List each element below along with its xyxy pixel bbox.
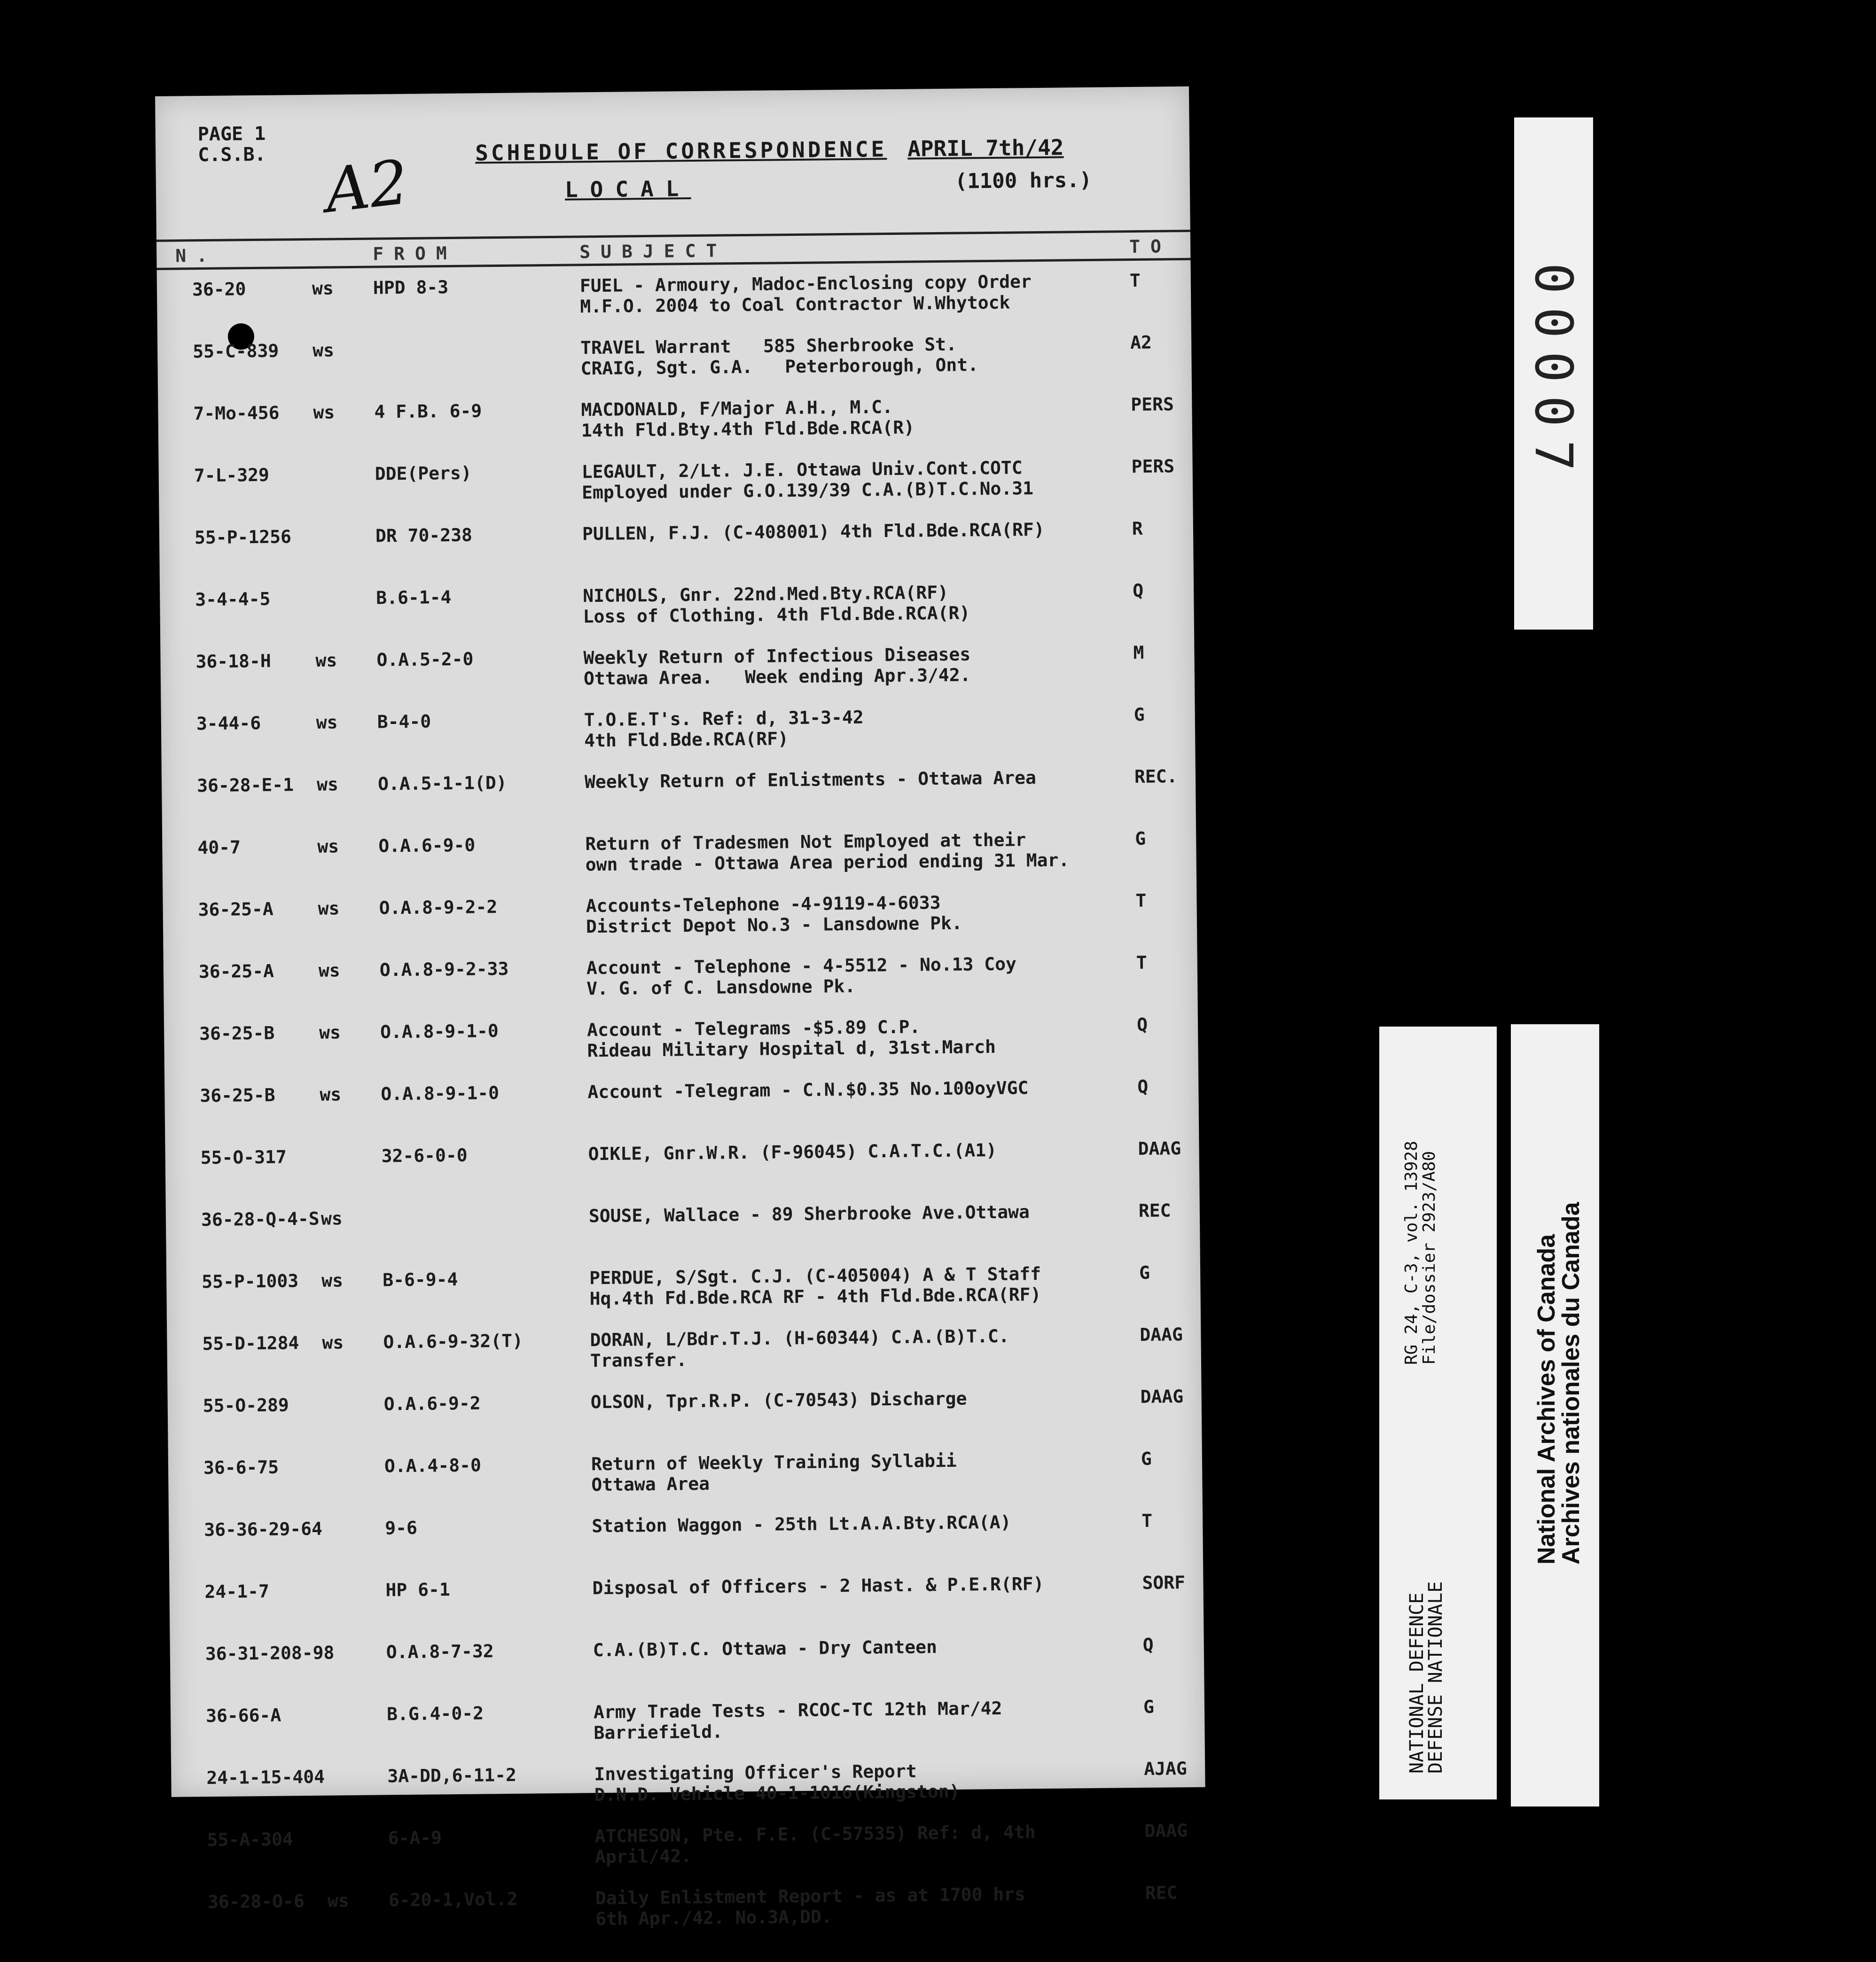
row-file-number: 36-18-H — [195, 650, 271, 672]
row-to: T — [1141, 1510, 1153, 1531]
row-to: REC. — [1134, 766, 1178, 787]
table-row — [159, 456, 1193, 528]
row-file-number: 7-L-329 — [194, 464, 270, 486]
row-file-number: 36-28-Q-4-S — [201, 1208, 320, 1230]
row-from: O.A.6-9-0 — [378, 834, 476, 856]
row-subject: Return of Tradesmen Not Employed at their own trade - Ottawa Area period ending 31 Mar. — [585, 829, 1070, 875]
row-file-number: 36-6-75 — [203, 1456, 279, 1479]
row-from: B.G.4-0-2 — [386, 1703, 484, 1725]
row-ws-mark: ws — [322, 1332, 344, 1353]
row-from: 3A-DD,6-11-2 — [387, 1764, 517, 1787]
table-row — [172, 1882, 1207, 1954]
document-title: SCHEDULE OF CORRESPONDENCE — [475, 136, 887, 166]
row-to: T — [1129, 270, 1141, 291]
row-ws-mark: ws — [319, 1022, 341, 1043]
archive-reference: RG 24, C-3, vol. 13928 File/dossier 2923/A80 — [1402, 1141, 1439, 1365]
row-subject: Account -Telegram - C.N.$0.35 No.100oyVGC — [587, 1077, 1029, 1103]
row-subject: Investigating Officer's Report D.N.D. Vehicle 40-1-1016(Kingston) — [594, 1760, 960, 1806]
row-from: O.A.6-9-2 — [383, 1393, 481, 1415]
row-from: B-6-9-4 — [382, 1269, 458, 1291]
page-label: PAGE 1 C.S.B. — [197, 123, 266, 166]
handwritten-code: A2 — [321, 146, 412, 227]
table-row — [160, 580, 1194, 652]
row-to: M — [1133, 642, 1144, 663]
row-to: T — [1136, 952, 1147, 973]
row-file-number: 36-25-A — [198, 960, 274, 982]
row-file-number: 55-O-289 — [203, 1394, 289, 1417]
row-to: PERS — [1131, 394, 1174, 415]
row-to: Q — [1137, 1076, 1149, 1098]
row-subject: Weekly Return of Enlistments - Ottawa Area — [584, 767, 1037, 793]
row-subject: Account - Telephone - 4-5512 - No.13 Coy V. G. of C. Lansdowne Pk. — [586, 953, 1017, 999]
row-to: T — [1135, 890, 1147, 911]
row-ws-mark: ws — [321, 1270, 344, 1291]
row-ws-mark: ws — [318, 898, 340, 919]
row-subject: LEGAULT, 2/Lt. J.E. Ottawa Univ.Cont.COTC Employed under G.O.139/39 C.A.(B)T.C.No.31 — [581, 457, 1034, 503]
row-subject: FUEL - Armoury, Madoc-Enclosing copy Order M.F.O. 2004 to Coal Contractor W.Whytock — [579, 271, 1032, 317]
row-to: REC — [1138, 1200, 1171, 1222]
row-from: O.A.5-1-1(D) — [377, 772, 507, 794]
row-to: Q — [1132, 580, 1144, 601]
table-row — [160, 642, 1195, 714]
row-ws-mark: ws — [313, 402, 335, 423]
row-to: SORF — [1142, 1572, 1186, 1593]
row-from: 32-6-0-0 — [381, 1144, 468, 1167]
archive-reference-label — [1379, 1027, 1497, 1799]
row-subject: NICHOLS, Gnr. 22nd.Med.Bty.RCA(RF) Loss of Clothing. 4th Fld.Bde.RCA(R) — [583, 582, 970, 627]
institution-name: National Archives of Canada Archives nationales du Canada — [1533, 1202, 1585, 1565]
row-to: DAAG — [1140, 1324, 1183, 1346]
row-from: O.A.5-2-0 — [376, 648, 474, 670]
frame-number: 00007 — [1524, 263, 1584, 484]
row-ws-mark: ws — [312, 278, 334, 299]
row-to: DAAG — [1140, 1386, 1184, 1408]
row-ws-mark: ws — [312, 340, 335, 361]
table-row — [162, 766, 1196, 838]
row-file-number: 40-7 — [197, 837, 241, 858]
row-file-number: 36-36-29-64 — [204, 1518, 323, 1541]
row-file-number: 55-P-1256 — [194, 526, 292, 548]
row-to: REC — [1145, 1882, 1178, 1903]
row-ws-mark: ws — [315, 650, 337, 671]
row-file-number: 7-Mo-456 — [193, 402, 280, 424]
column-header-to: TO — [1129, 236, 1172, 257]
row-ws-mark: ws — [320, 1084, 342, 1105]
row-ws-mark: ws — [318, 960, 340, 981]
row-from: 6-20-1,Vol.2 — [388, 1888, 518, 1911]
table-row — [161, 704, 1196, 776]
row-subject: ATCHESON, Pte. F.E. (C-57535) Ref: d, 4th April/42. — [594, 1822, 1036, 1868]
row-from: HPD 8-3 — [373, 277, 449, 298]
row-file-number: 36-20 — [192, 279, 246, 300]
column-header-from: FROM — [373, 242, 457, 265]
row-ws-mark: ws — [316, 712, 338, 733]
table-row — [157, 270, 1191, 342]
table-row — [168, 1448, 1203, 1520]
table-row — [159, 518, 1194, 590]
row-ws-mark: ws — [320, 1208, 343, 1229]
department-name: NATIONAL DEFENCE DEFENSE NATIONALE — [1406, 1581, 1446, 1774]
row-file-number: 55-P-1003 — [202, 1270, 299, 1292]
row-subject: OIKLE, Gnr.W.R. (F-96045) C.A.T.C.(A1) — [588, 1139, 997, 1165]
table-row — [157, 332, 1192, 404]
row-to: DAAG — [1138, 1138, 1181, 1160]
row-subject: TRAVEL Warrant 585 Sherbrooke St. CRAIG, Sgt. G.A. Peterborough, Ont. — [580, 334, 979, 379]
row-file-number: 55-O-317 — [200, 1146, 287, 1168]
table-row — [164, 1076, 1199, 1148]
table-row — [169, 1572, 1204, 1644]
row-to: PERS — [1131, 456, 1175, 477]
row-from: O.A.8-9-1-0 — [380, 1020, 499, 1043]
correspondence-table — [157, 270, 1207, 1954]
header-rule-top — [156, 230, 1190, 242]
row-subject: MACDONALD, F/Major A.H., M.C. 14th Fld.Bty.4th Fld.Bde.RCA(R) — [581, 396, 915, 441]
table-row — [164, 1014, 1198, 1086]
table-row — [163, 890, 1197, 962]
row-to: G — [1143, 1696, 1155, 1717]
row-from: O.A.8-9-2-2 — [379, 896, 498, 919]
row-to: G — [1133, 704, 1145, 725]
row-subject: Army Trade Tests - RCOC-TC 12th Mar/42 Barriefield. — [593, 1697, 1002, 1744]
row-file-number: 36-25-B — [200, 1084, 275, 1106]
row-from: O.A.8-7-32 — [386, 1641, 494, 1663]
row-subject: PERDUE, S/Sgt. C.J. (C-405004) A & T Staff Hq.4th Fd.Bde.RCA RF - 4th Fld.Bde.RCA(RF) — [589, 1263, 1041, 1309]
table-row — [171, 1696, 1205, 1768]
row-to: A2 — [1130, 332, 1152, 353]
row-ws-mark: ws — [327, 1890, 349, 1911]
row-file-number: 24-1-7 — [204, 1580, 270, 1603]
row-file-number: 36-28-E-1 — [196, 774, 294, 796]
row-to: G — [1135, 828, 1146, 849]
row-file-number: 3-44-6 — [196, 712, 261, 734]
row-file-number: 24-1-15-404 — [206, 1766, 325, 1789]
row-to: Q — [1142, 1634, 1154, 1655]
row-from: O.A.8-9-1-0 — [381, 1082, 500, 1105]
row-from: DR 70-238 — [375, 524, 473, 546]
table-row — [166, 1200, 1200, 1272]
row-subject: Account - Telegrams -$5.89 C.P. Rideau Military Hospital d, 31st.March — [586, 1016, 996, 1061]
document-date: APRIL 7th/42 — [907, 134, 1064, 162]
row-subject: T.O.E.T's. Ref: d, 31-3-42 4th Fld.Bde.RCA(RF) — [584, 707, 864, 751]
document-subtitle: LOCAL — [564, 176, 691, 202]
row-from: 6-A-9 — [388, 1827, 442, 1849]
row-to: Q — [1136, 1014, 1148, 1036]
table-row — [171, 1758, 1205, 1830]
row-to: DAAG — [1144, 1820, 1188, 1841]
column-header-subject: SUBJECT — [579, 240, 727, 263]
row-subject: Accounts-Telephone -4-9119-4-6033 District Depot No.3 - Lansdowne Pk. — [586, 892, 962, 937]
archive-institution-label — [1511, 1024, 1599, 1806]
table-row — [168, 1386, 1202, 1458]
row-subject: SOUSE, Wallace - 89 Sherbrooke Ave.Ottawa — [588, 1201, 1030, 1227]
row-to: G — [1141, 1448, 1152, 1469]
row-from: 4 F.B. 6-9 — [374, 400, 482, 422]
row-file-number: 36-28-O-6 — [207, 1891, 305, 1913]
table-row — [170, 1634, 1204, 1706]
row-ws-mark: ws — [317, 836, 339, 857]
row-file-number: 36-66-A — [205, 1705, 281, 1727]
row-from: O.A.8-9-2-33 — [379, 958, 509, 981]
row-subject: Weekly Return of Infectious Diseases Ottawa Area. Week ending Apr.3/42. — [583, 644, 971, 689]
row-subject: PULLEN, F.J. (C-408001) 4th Fld.Bde.RCA(RF) — [582, 519, 1045, 545]
table-row — [166, 1262, 1201, 1334]
table-row — [165, 1138, 1199, 1210]
row-file-number: 36-25-B — [199, 1022, 275, 1044]
row-subject: OLSON, Tpr.R.P. (C-70543) Discharge — [590, 1388, 967, 1413]
row-to: G — [1139, 1262, 1150, 1284]
table-row — [169, 1510, 1203, 1582]
row-from: 9-6 — [385, 1517, 418, 1539]
row-subject: DORAN, L/Bdr.T.J. (H-60344) C.A.(B)T.C. Transfer. — [590, 1325, 1009, 1371]
row-from: B.6-1-4 — [376, 586, 452, 608]
row-from: O.A.6-9-32(T) — [383, 1330, 524, 1353]
row-from: B-4-0 — [377, 711, 431, 732]
row-subject: Daily Enlistment Report - as at 1700 hrs 6th Apr./42. No.3A,DD. — [595, 1884, 1026, 1930]
row-file-number: 36-25-A — [198, 898, 274, 920]
table-row — [172, 1820, 1206, 1892]
row-to: AJAG — [1144, 1758, 1187, 1779]
row-file-number: 3-4-4-5 — [195, 588, 271, 610]
row-subject: Disposal of Officers - 2 Hast. & P.E.R(RF) — [592, 1573, 1044, 1599]
table-row — [167, 1324, 1201, 1396]
frame-number-strip — [1514, 117, 1593, 630]
row-file-number: 55-C-839 — [193, 340, 279, 362]
document-time: (1100 hrs.) — [954, 168, 1092, 194]
row-from: O.A.4-8-0 — [384, 1455, 482, 1477]
row-subject: Return of Weekly Training Syllabii Ottawa Area — [591, 1450, 957, 1495]
row-file-number: 55-A-304 — [207, 1829, 293, 1851]
document-page — [155, 86, 1205, 1930]
row-to: R — [1132, 518, 1143, 539]
row-ws-mark: ws — [316, 774, 339, 795]
table-row — [164, 952, 1198, 1024]
column-header-no: N. — [175, 245, 218, 266]
row-from: DDE(Pers) — [375, 462, 472, 484]
row-file-number: 36-31-208-98 — [205, 1642, 335, 1665]
table-row — [158, 394, 1192, 466]
row-from: HP 6-1 — [385, 1579, 451, 1601]
table-row — [162, 828, 1196, 900]
row-subject: C.A.(B)T.C. Ottawa - Dry Canteen — [593, 1636, 938, 1661]
row-file-number: 55-D-1284 — [202, 1332, 299, 1355]
row-subject: Station Waggon - 25th Lt.A.A.Bty.RCA(A) — [592, 1511, 1011, 1537]
